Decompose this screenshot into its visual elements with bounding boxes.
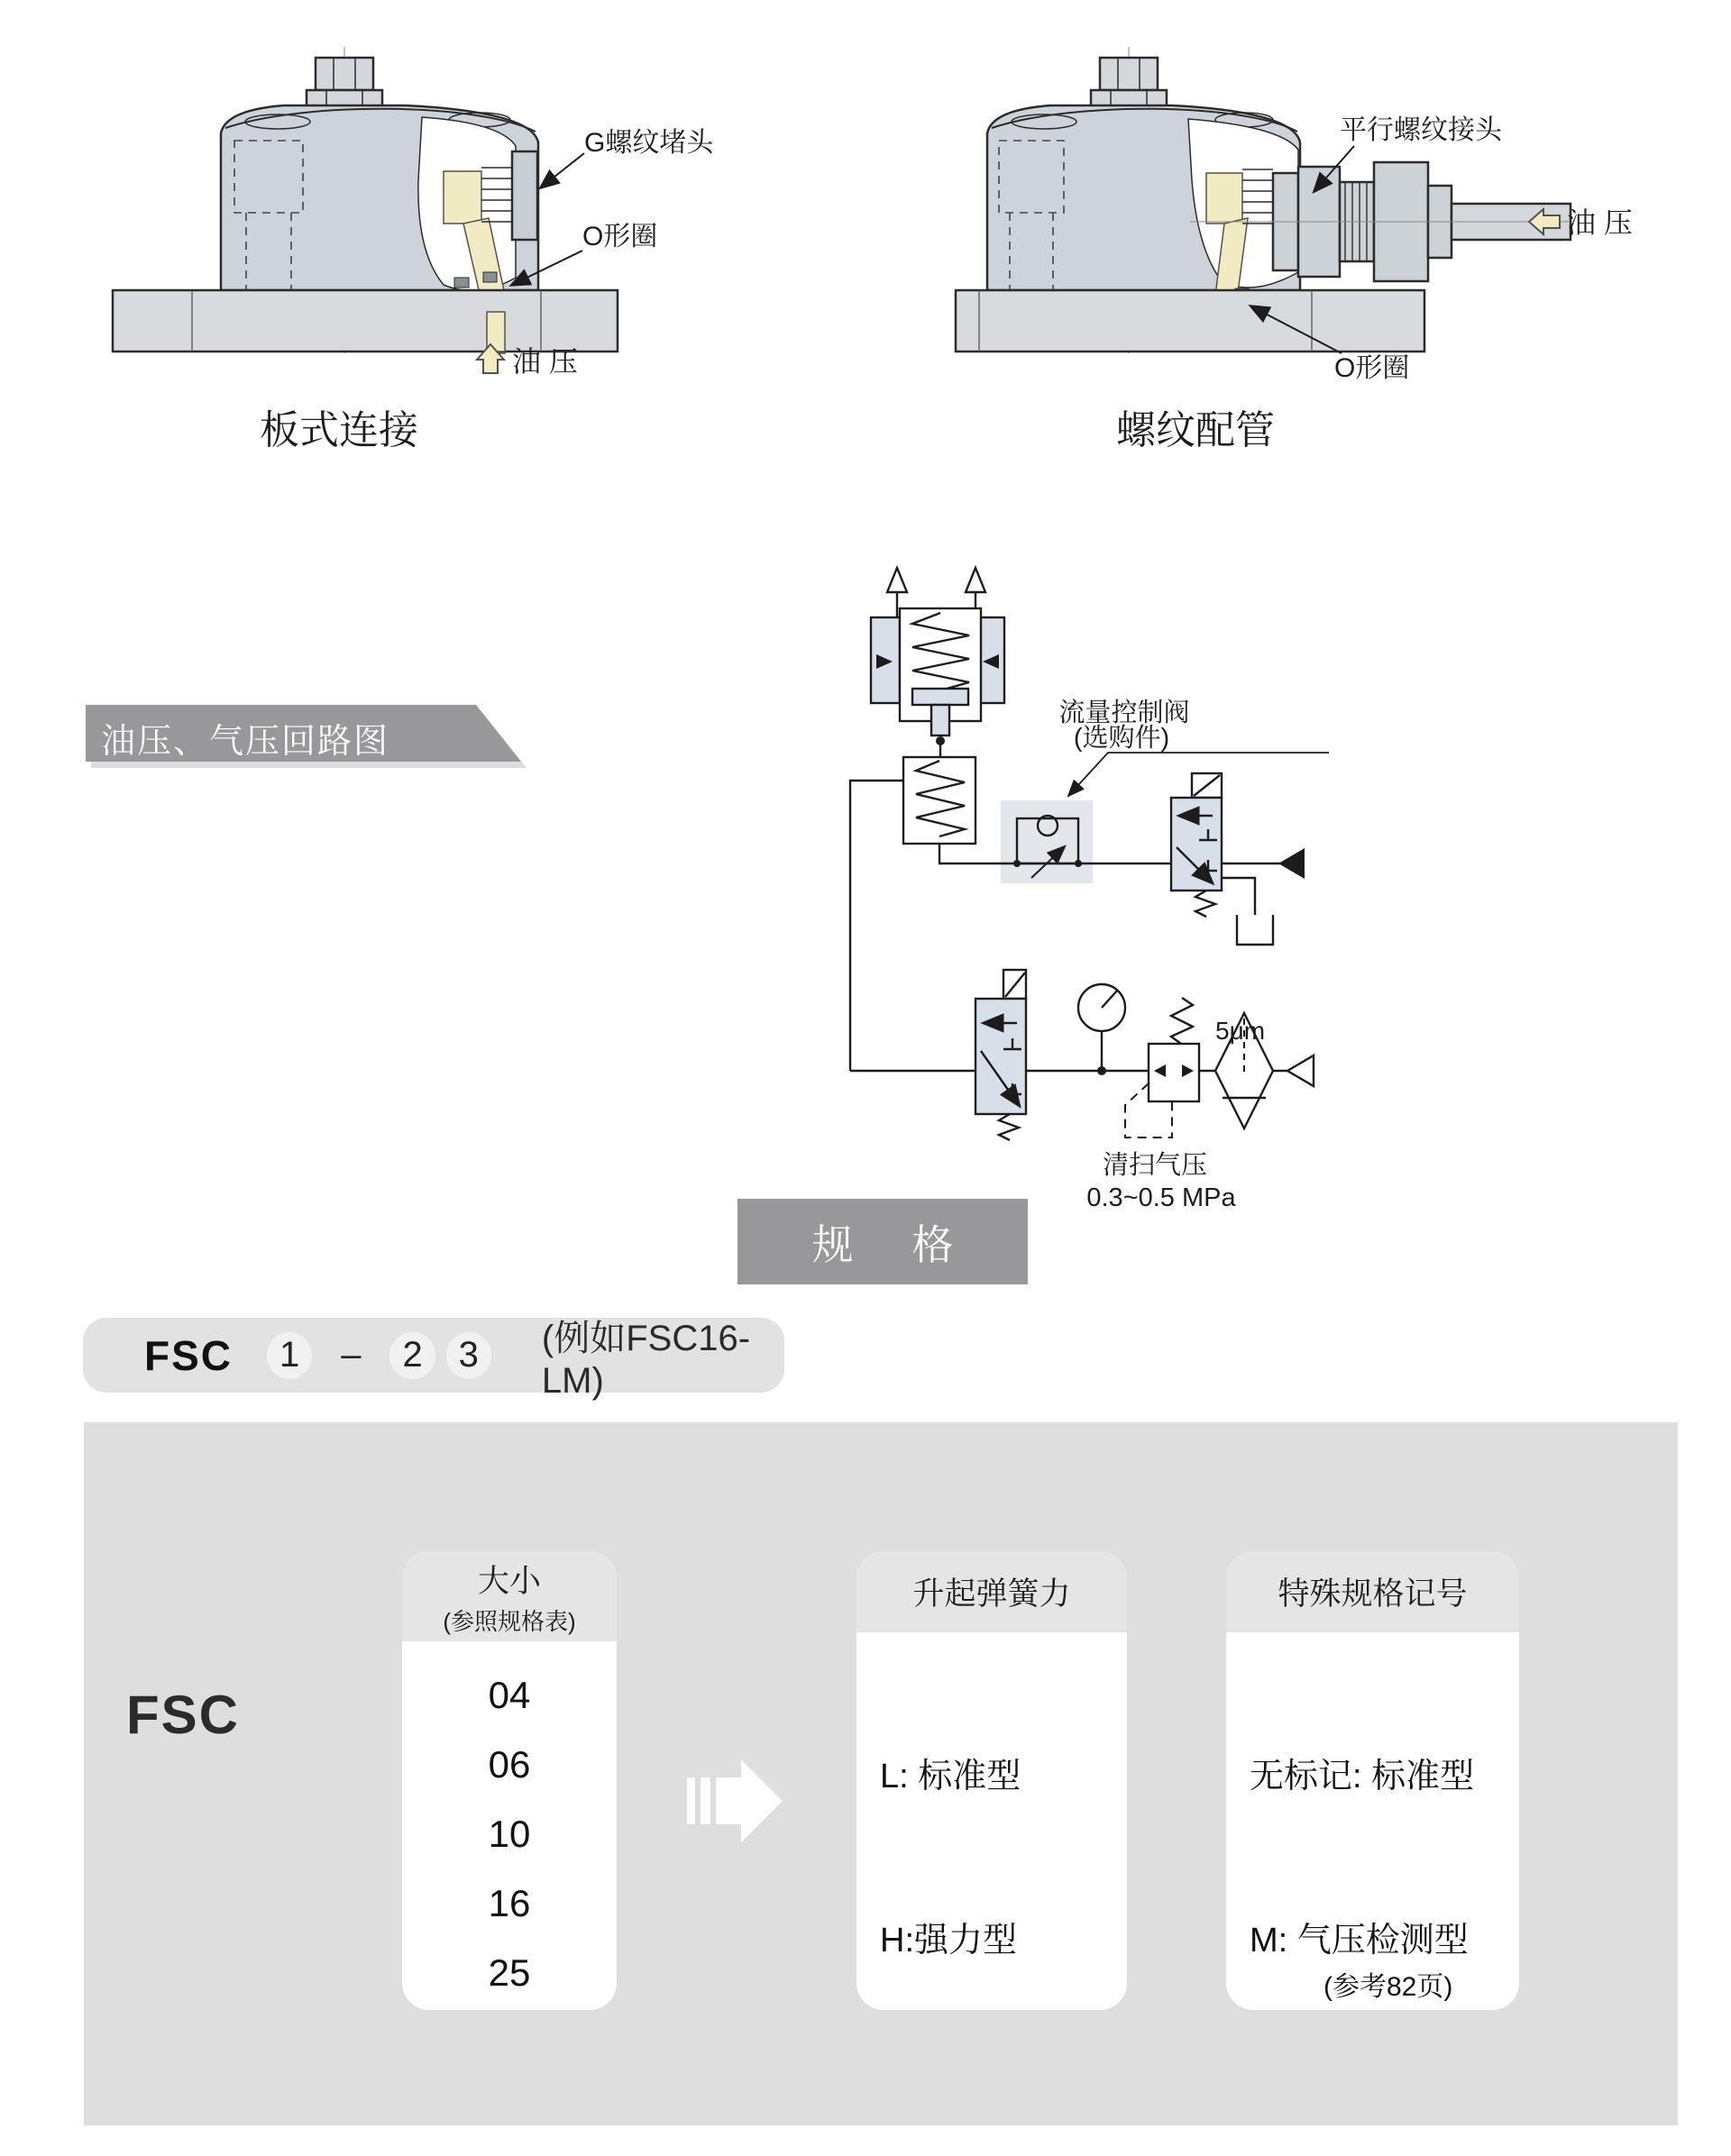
model-number-banner	[83, 1318, 784, 1401]
leader-plug	[541, 153, 584, 187]
base-plate	[113, 290, 618, 352]
base-plate	[956, 290, 1424, 352]
spring-card-header	[856, 1551, 1127, 1632]
model-dash: –	[341, 1335, 362, 1375]
selector-arrow-icon	[682, 1756, 790, 1846]
label-parallel-fitting: 平行螺纹接头	[1340, 115, 1502, 145]
model-digit-3: 3	[446, 1332, 491, 1379]
o-ring	[483, 272, 497, 282]
special-card-title: 特殊规格记号	[1278, 1576, 1468, 1612]
size-value: 10	[488, 1813, 531, 1855]
o-ring	[454, 278, 469, 288]
label-o-ring: O形圈	[582, 222, 658, 251]
caption-threaded-piping: 螺纹配管	[1116, 408, 1275, 452]
size-card-subtitle: (参照规格表)	[443, 1607, 576, 1635]
spec-section-header: 规 格	[737, 1199, 1028, 1284]
circuit-banner-title: 油压、气压回路图	[101, 723, 390, 761]
label-g-plug: G螺纹堵头	[584, 128, 714, 158]
purge-pressure-label-line1: 清扫气压	[1102, 1151, 1208, 1180]
spring-force-card	[856, 1551, 1127, 2010]
figure-threaded-piping	[938, 36, 1659, 469]
size-value: 04	[488, 1674, 531, 1716]
size-card-title: 大小	[477, 1563, 541, 1599]
size-card	[402, 1551, 617, 2010]
size-card-header	[402, 1551, 617, 1641]
purge-pressure-label-line2: 0.3~0.5 MPa	[1086, 1183, 1236, 1212]
label-o-ring: O形圈	[1334, 353, 1410, 383]
hex-bolt	[1091, 58, 1167, 110]
label-oil-pressure: 油 压	[1567, 206, 1633, 239]
size-value: 25	[488, 1951, 531, 1994]
model-prefix: FSC	[144, 1331, 233, 1379]
spring-card-title: 升起弹簧力	[912, 1576, 1071, 1612]
special-option-none: 无标记: 标准型	[1250, 1758, 1475, 1795]
special-card-header	[1226, 1551, 1519, 1632]
label-oil-pressure: 油 压	[512, 345, 578, 378]
flow-valve-label-line2: (选购件)	[1073, 724, 1170, 753]
filter-micron-label: 5μm	[1215, 1017, 1266, 1045]
hex-bolt	[307, 58, 382, 110]
model-example: (例如FSC16-LM)	[541, 1318, 751, 1401]
special-option-m: M: 气压检测型	[1250, 1922, 1469, 1960]
model-digit-2: 2	[389, 1332, 435, 1379]
spring-option-standard: L: 标准型	[880, 1758, 1021, 1795]
circuit-diagram	[829, 550, 1334, 1221]
spring-option-strong: H:强力型	[880, 1922, 1018, 1960]
caption-plate-connection: 板式连接	[260, 408, 418, 452]
size-value: 06	[488, 1743, 531, 1786]
special-spec-card	[1226, 1551, 1519, 2010]
size-value: 16	[488, 1882, 531, 1924]
model-digit-1: 1	[267, 1332, 312, 1379]
product-name: FSC	[126, 1685, 240, 1745]
flow-valve-label-line1: 流量控制阀	[1058, 699, 1190, 727]
figure-plate-connection	[90, 36, 793, 469]
special-option-note: (参考82页)	[1323, 1972, 1453, 2002]
